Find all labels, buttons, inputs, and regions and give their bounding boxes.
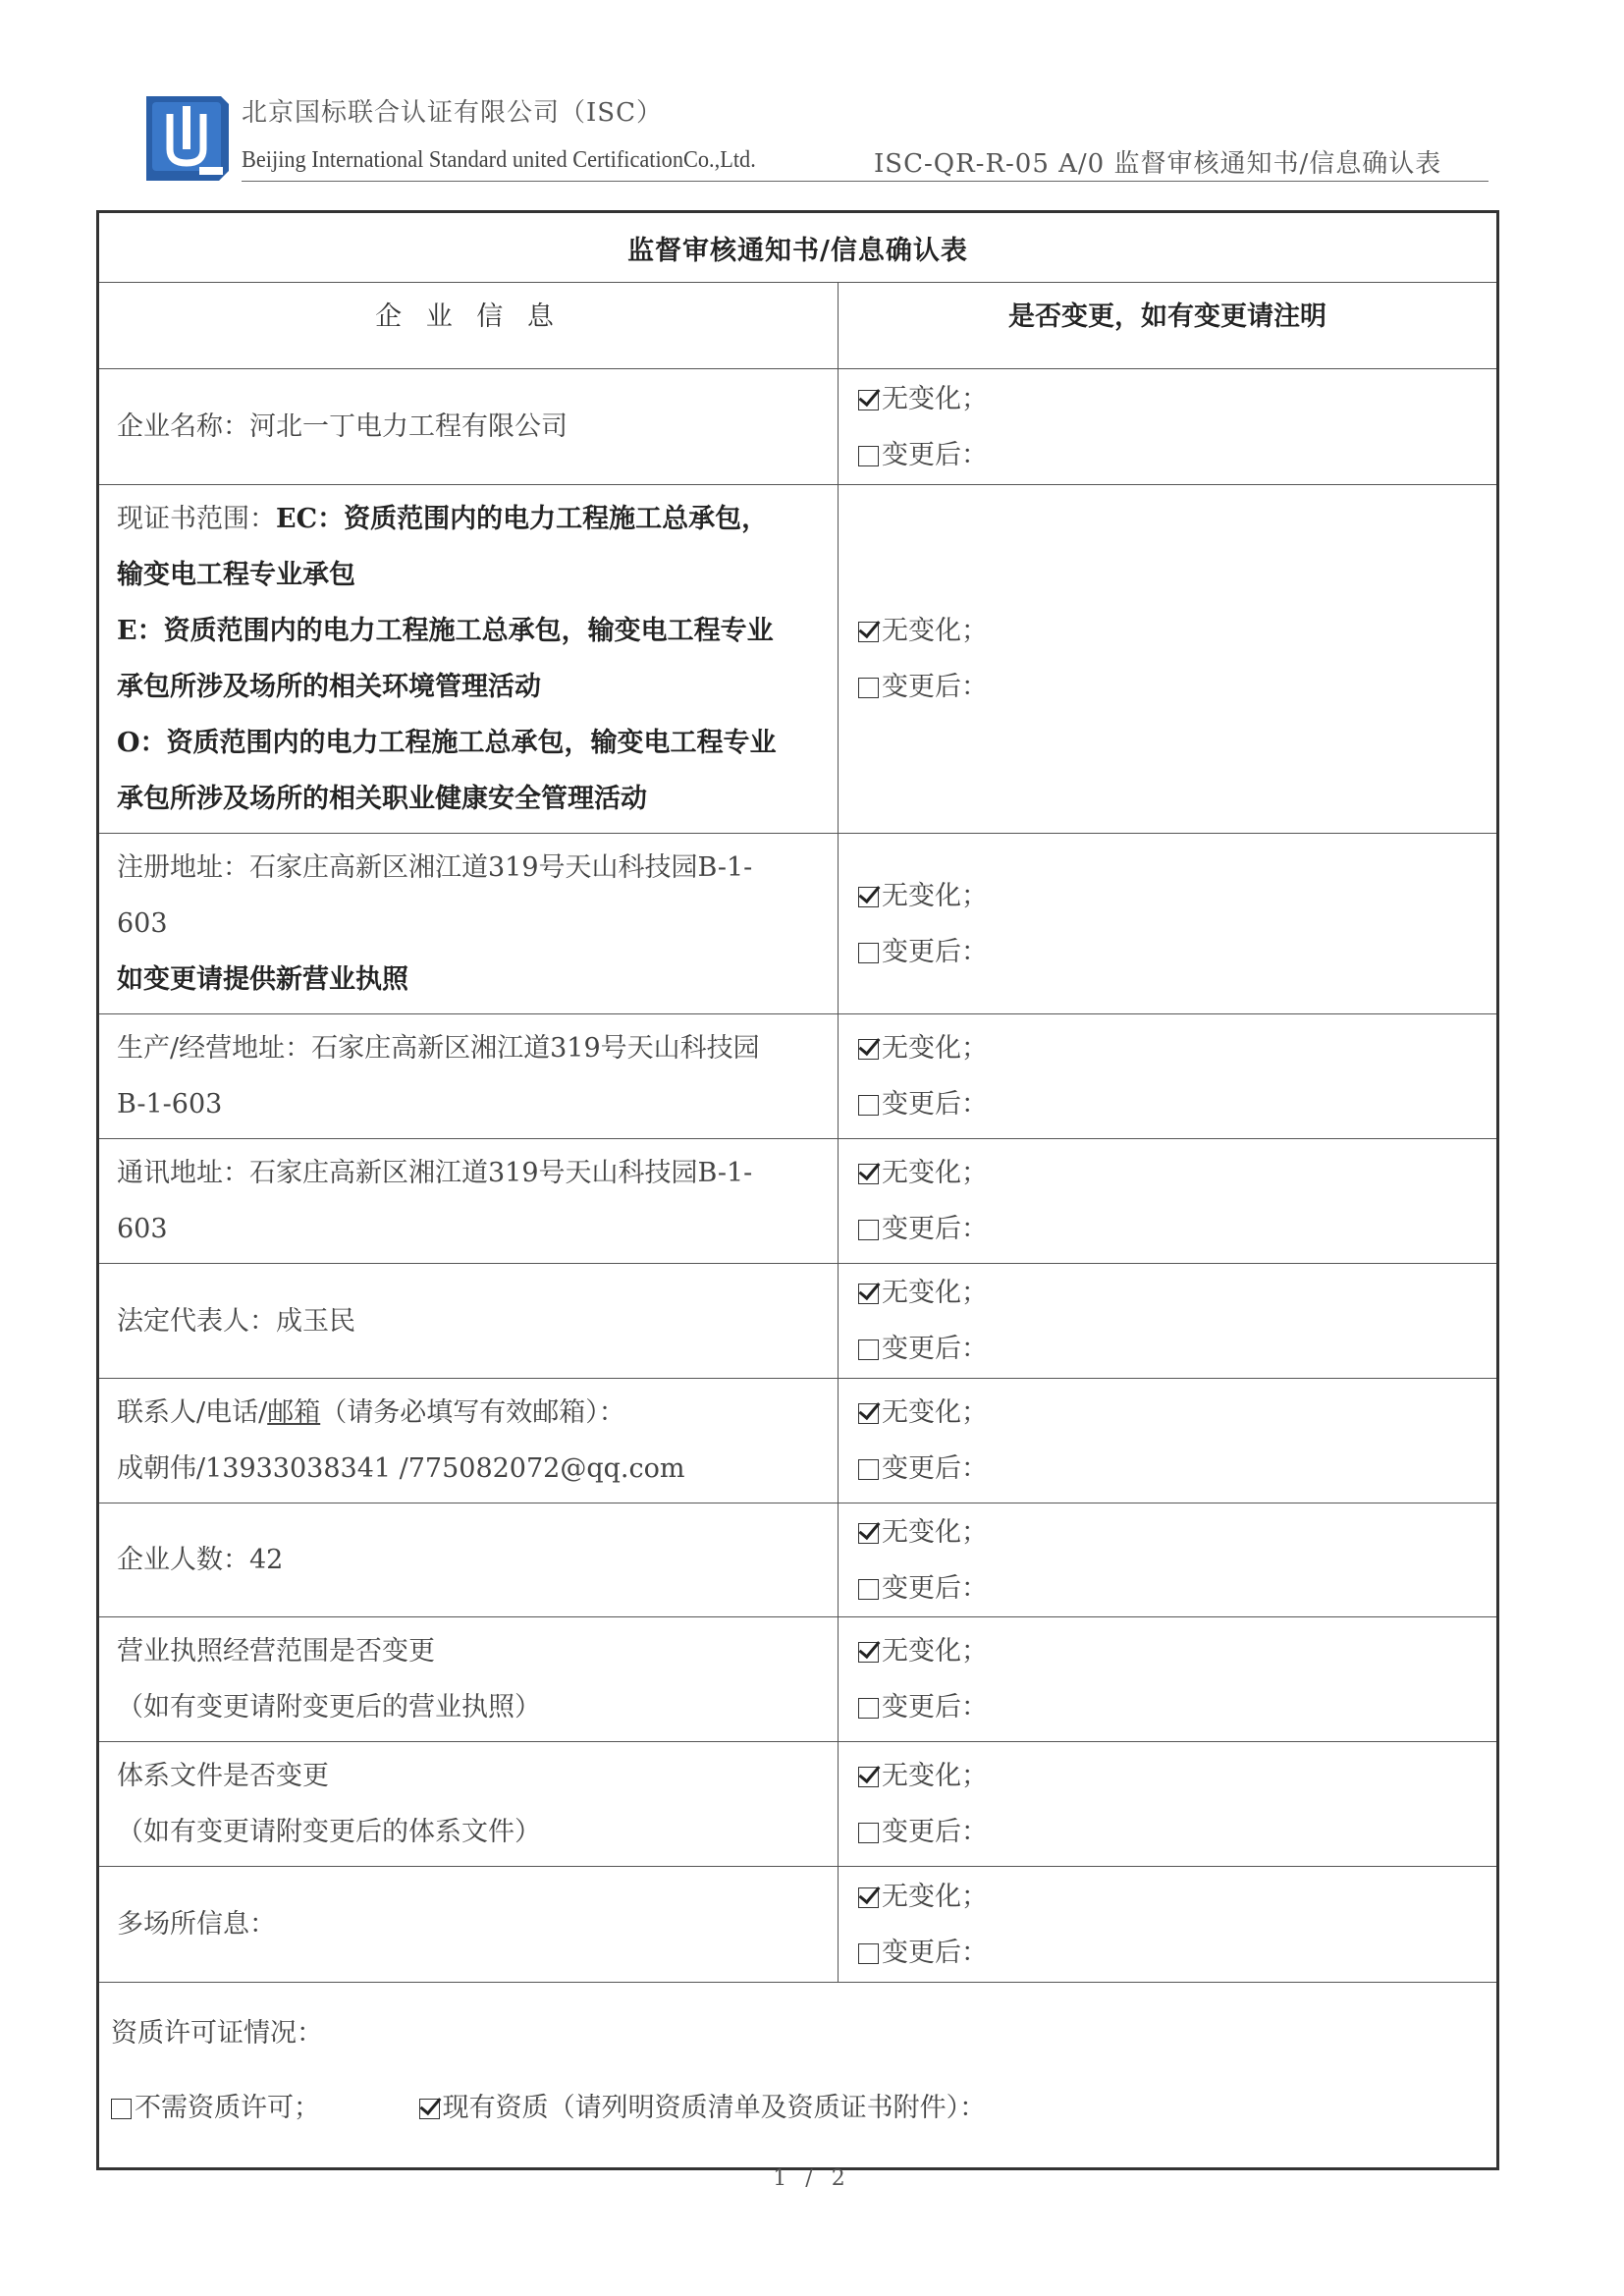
unchanged-checkbox[interactable] xyxy=(858,1164,879,1184)
changed-checkbox[interactable] xyxy=(858,678,879,698)
scope-line: 承包所涉及场所的相关环境管理活动 xyxy=(117,672,541,702)
company-name-en: Beijing International Standard united CertificationCo.,Ltd. xyxy=(242,147,756,173)
form-title: 监督审核通知书/信息确认表 xyxy=(98,212,1498,283)
registered-address-cell xyxy=(98,834,839,1014)
business-license-note: 如变更请提供新营业执照 xyxy=(117,964,408,995)
company-name-status xyxy=(839,369,1498,485)
changed-label: 变更后： xyxy=(882,1692,988,1722)
registered-address-label: 注册地址： xyxy=(117,852,249,883)
no-qualification-checkbox[interactable] xyxy=(111,2099,132,2119)
email-label: 邮箱 xyxy=(267,1397,321,1428)
company-name-value: 河北一丁电力工程有限公司 xyxy=(249,411,568,442)
changed-checkbox[interactable] xyxy=(858,446,879,466)
license-scope-note: （如有变更请附变更后的营业执照） xyxy=(117,1692,541,1722)
contact-label: 联系人/电话/ xyxy=(117,1397,268,1428)
legal-representative-value: 成玉民 xyxy=(276,1305,355,1337)
page-number: 1 / 2 xyxy=(773,2166,851,2191)
unchanged-label: 无变化； xyxy=(882,1516,988,1548)
system-documents-note: （如有变更请附变更后的体系文件） xyxy=(117,1817,541,1847)
existing-qualification-label: 现有资质（请列明资质清单及资质证书附件）： xyxy=(442,2093,987,2123)
unchanged-checkbox[interactable] xyxy=(858,1642,879,1663)
company-name-label: 企业名称： xyxy=(117,411,249,442)
changed-checkbox[interactable] xyxy=(858,1095,879,1116)
changed-checkbox[interactable] xyxy=(858,1823,879,1843)
scope-line: 承包所涉及场所的相关职业健康安全管理活动 xyxy=(117,784,647,814)
unchanged-label: 无变化； xyxy=(882,1636,988,1667)
changed-checkbox[interactable] xyxy=(858,1943,879,1964)
column-header-company-info: 企 业 信 息 xyxy=(98,283,839,369)
unchanged-label: 无变化； xyxy=(882,1881,988,1912)
business-address-label: 生产/经营地址： xyxy=(117,1033,312,1064)
form-code: ISC-QR-R-05 A/0 监督审核通知书/信息确认表 xyxy=(874,149,1442,179)
scope-line: EC：资质范围内的电力工程施工总承包， xyxy=(276,504,769,534)
changed-label: 变更后： xyxy=(882,1817,988,1847)
scope-line: 输变电工程专业承包 xyxy=(117,560,355,590)
system-documents-question: 体系文件是否变更 xyxy=(117,1761,329,1791)
unchanged-checkbox[interactable] xyxy=(858,1887,879,1908)
changed-checkbox[interactable] xyxy=(858,1339,879,1360)
changed-label: 变更后： xyxy=(882,1453,988,1484)
unchanged-label: 无变化； xyxy=(882,1397,988,1428)
isc-logo xyxy=(140,92,233,185)
company-name-cell xyxy=(98,369,839,485)
unchanged-checkbox[interactable] xyxy=(858,1523,879,1544)
unchanged-label: 无变化； xyxy=(882,880,988,911)
changed-label: 变更后： xyxy=(882,1937,988,1968)
company-name-cn: 北京国标联合认证有限公司（ISC） xyxy=(242,98,663,128)
unchanged-checkbox[interactable] xyxy=(858,1767,879,1787)
multi-site-label: 多场所信息： xyxy=(117,1909,276,1940)
changed-label: 变更后： xyxy=(882,672,988,702)
changed-label: 变更后： xyxy=(882,1214,988,1244)
changed-label: 变更后： xyxy=(882,1334,988,1364)
changed-label: 变更后： xyxy=(882,439,988,470)
system-documents-status xyxy=(839,1742,1498,1867)
system-documents-cell xyxy=(98,1742,839,1867)
registered-address-status xyxy=(839,834,1498,1014)
changed-checkbox[interactable] xyxy=(858,1698,879,1719)
registered-address-value: 石家庄高新区湘江道319号天山科技园B-1- xyxy=(249,852,753,883)
unchanged-label: 无变化； xyxy=(882,1158,988,1188)
changed-checkbox[interactable] xyxy=(858,1220,879,1240)
qualification-cell xyxy=(98,1983,1498,2169)
unchanged-label: 无变化； xyxy=(882,1278,988,1308)
mailing-address-status xyxy=(839,1139,1498,1264)
unchanged-checkbox[interactable] xyxy=(858,1403,879,1424)
changed-checkbox[interactable] xyxy=(858,1579,879,1600)
unchanged-checkbox[interactable] xyxy=(858,887,879,907)
unchanged-checkbox[interactable] xyxy=(858,622,879,642)
legal-representative-status xyxy=(839,1264,1498,1379)
mailing-address-label: 通讯地址： xyxy=(117,1158,249,1188)
business-address-cell xyxy=(98,1014,839,1139)
certificate-scope-label: 现证书范围： xyxy=(117,504,276,534)
header-divider xyxy=(242,181,1489,182)
mailing-address-value: 石家庄高新区湘江道319号天山科技园B-1- xyxy=(249,1158,753,1188)
employee-count-cell xyxy=(98,1503,839,1617)
certificate-scope-cell xyxy=(98,485,839,834)
changed-label: 变更后： xyxy=(882,936,988,967)
no-qualification-label: 不需资质许可； xyxy=(135,2093,320,2123)
unchanged-label: 无变化； xyxy=(882,1033,988,1064)
qualification-label: 资质许可证情况： xyxy=(111,2018,323,2049)
employee-count-status xyxy=(839,1503,1498,1617)
column-header-change-status: 是否变更，如有变更请注明 xyxy=(839,283,1498,369)
contact-status xyxy=(839,1379,1498,1503)
contact-note: （请务必填写有效邮箱）： xyxy=(320,1397,625,1428)
contact-value: 成朝伟/13933038341 /775082072@qq.com xyxy=(117,1453,685,1484)
business-address-value-cont: B-1-603 xyxy=(117,1089,223,1120)
changed-checkbox[interactable] xyxy=(858,943,879,963)
unchanged-label: 无变化； xyxy=(882,383,988,414)
changed-label: 变更后： xyxy=(882,1089,988,1120)
employee-count-label: 企业人数： xyxy=(117,1545,249,1575)
existing-qualification-checkbox[interactable] xyxy=(419,2099,440,2119)
unchanged-checkbox[interactable] xyxy=(858,1284,879,1304)
registered-address-value-cont: 603 xyxy=(117,908,168,939)
mailing-address-cell xyxy=(98,1139,839,1264)
changed-checkbox[interactable] xyxy=(858,1459,879,1480)
business-address-status xyxy=(839,1014,1498,1139)
unchanged-checkbox[interactable] xyxy=(858,1039,879,1060)
license-scope-status xyxy=(839,1617,1498,1742)
multi-site-status xyxy=(839,1867,1498,1983)
certificate-scope-status xyxy=(839,485,1498,834)
unchanged-label: 无变化； xyxy=(882,1761,988,1791)
unchanged-checkbox[interactable] xyxy=(858,390,879,410)
legal-representative-cell xyxy=(98,1264,839,1379)
business-address-value: 石家庄高新区湘江道319号天山科技园 xyxy=(311,1033,760,1064)
scope-line: O：资质范围内的电力工程施工总承包，输变电工程专业 xyxy=(117,728,777,758)
scope-line: E：资质范围内的电力工程施工总承包，输变电工程专业 xyxy=(117,616,774,646)
unchanged-label: 无变化； xyxy=(882,616,988,646)
mailing-address-value-cont: 603 xyxy=(117,1214,168,1244)
contact-cell xyxy=(98,1379,839,1503)
changed-label: 变更后： xyxy=(882,1572,988,1604)
license-scope-question: 营业执照经营范围是否变更 xyxy=(117,1636,435,1667)
multi-site-cell xyxy=(98,1867,839,1983)
license-scope-cell xyxy=(98,1617,839,1742)
confirmation-form-table xyxy=(96,210,1499,2170)
legal-representative-label: 法定代表人： xyxy=(117,1305,276,1337)
employee-count-value: 42 xyxy=(249,1545,284,1575)
